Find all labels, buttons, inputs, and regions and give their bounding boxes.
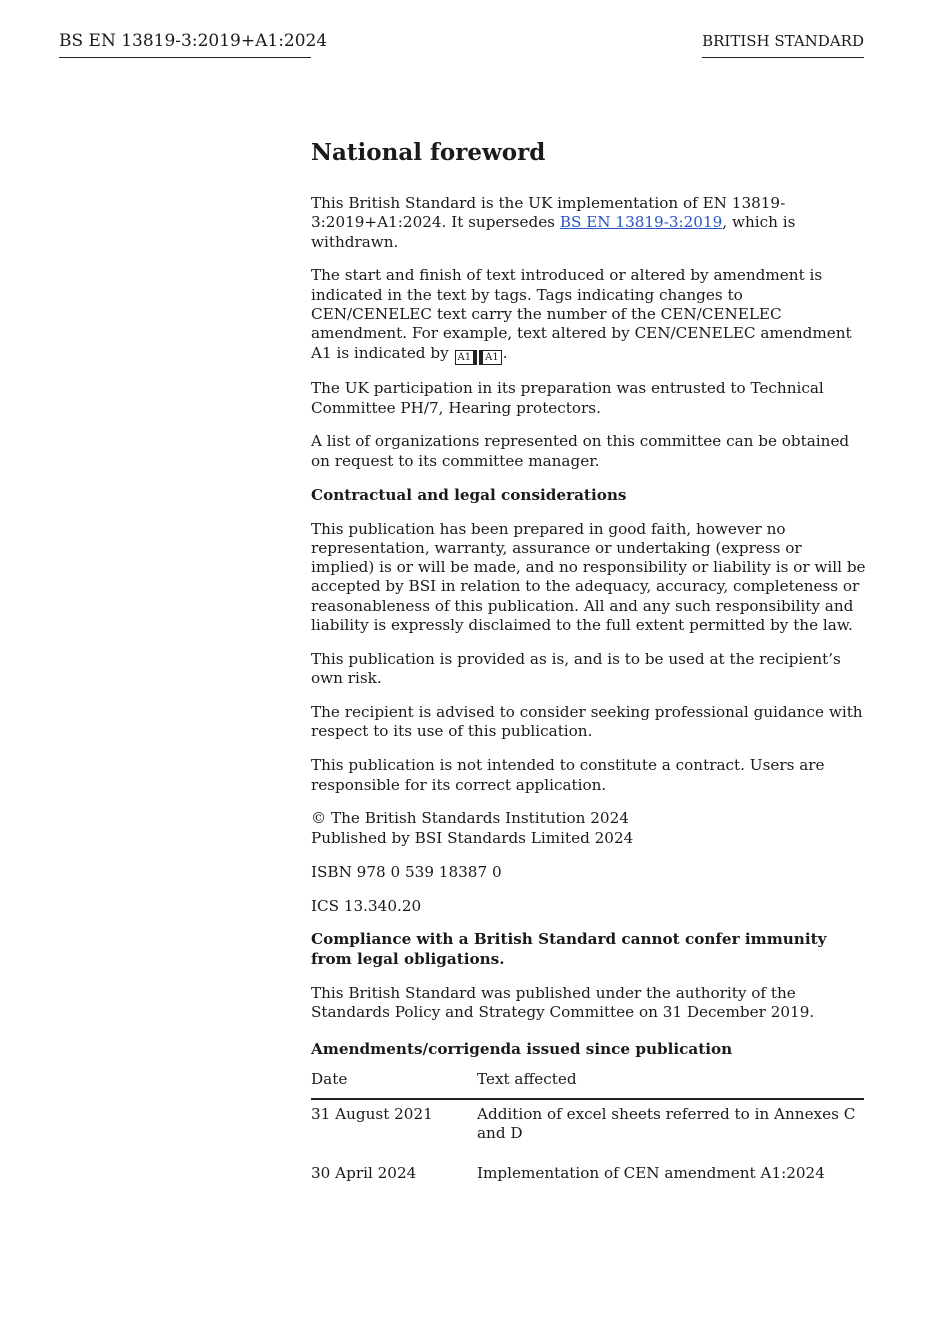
- guidance-paragraph: The recipient is advised to consider seeking professional guidance with respect to its use of this publication.: [311, 703, 863, 741]
- page-title: National foreword: [311, 139, 546, 166]
- amendment-open-tag-icon: A1: [455, 350, 478, 365]
- amendments-table: [311, 1070, 864, 1184]
- superseded-standard-link[interactable]: BS EN 13819-3:2019: [559, 213, 723, 232]
- amendments-heading: Amendments/corrigenda issued since publication: [311, 1040, 733, 1059]
- good-faith-paragraph: This publication has been prepared in good faith, however no representation, warranty, assurance or undertaking (express or implied) is or will be made, and no responsibility or liability is or will be accepted by BSI in relation to the adequacy, accuracy, completeness or reasonableness of this publication. All and any such responsibility and liability is expressly disclaimed to the full extent permitted by the law.: [311, 519, 866, 635]
- table-row: [311, 1099, 864, 1160]
- ics: ICS 13.340.20: [311, 896, 422, 915]
- text-affected-column-header: Text affected: [477, 1070, 864, 1099]
- amendment-text: Implementation of CEN amendment A1:2024: [477, 1164, 825, 1183]
- table-header-row: [311, 1070, 864, 1099]
- implementation-text-end: , which is withdrawn.: [311, 213, 796, 251]
- published-line: Published by BSI Standards Limited 2024: [311, 828, 634, 847]
- table-row: [311, 1159, 864, 1183]
- implementation-text: This British Standard is the UK implementation of EN 13819-3:2019+A1:2024. It supersedes: [311, 194, 786, 232]
- amendment-tags-end: .: [502, 343, 508, 362]
- amendment-date: 30 April 2024: [311, 1164, 417, 1183]
- amendment-tags-text: The start and finish of text introduced or altered by amendment is indicated in the text by tags. Tags indicating changes to CEN/CENELEC text carry the number of the CEN/CENELEC amendment. For example, text altered by CEN/CENELEC amendment A1 is indicated by: [311, 266, 852, 362]
- compliance-notice: Compliance with a British Standard cannot confer immunity from legal obligations.: [311, 930, 827, 968]
- document-number: BS EN 13819-3:2019+A1:2024: [59, 31, 311, 58]
- amendment-close-tag-icon: A1: [479, 350, 502, 365]
- committee-paragraph: The UK participation in its preparation was entrusted to Technical Committee PH/7, Hearing protectors.: [311, 379, 824, 417]
- risk-paragraph: This publication is provided as is, and is to be used at the recipient’s own risk.: [311, 649, 841, 688]
- organizations-paragraph: A list of organizations represented on this committee can be obtained on request to its committee manager.: [311, 432, 850, 470]
- standard-label: BRITISH STANDARD: [702, 32, 864, 58]
- implementation-paragraph: [311, 194, 867, 252]
- contract-paragraph: This publication is not intended to constitute a contract. Users are responsible for its correct application.: [311, 756, 825, 794]
- contractual-heading: Contractual and legal considerations: [311, 485, 627, 504]
- amendment-date: 31 August 2021: [311, 1104, 433, 1123]
- national-foreword: [311, 138, 867, 1184]
- amendment-text: Addition of excel sheets referred to in Annexes C and D: [477, 1104, 856, 1143]
- date-column-header: Date: [311, 1070, 477, 1099]
- copyright-line: © The British Standards Institution 2024: [311, 809, 629, 828]
- isbn: ISBN 978 0 539 18387 0: [311, 862, 502, 881]
- copyright-block: [311, 809, 867, 848]
- authority-paragraph: This British Standard was published under the authority of the Standards Policy and Strategy Committee on 31 December 2019.: [311, 983, 815, 1021]
- amendment-tags-paragraph: [311, 266, 867, 364]
